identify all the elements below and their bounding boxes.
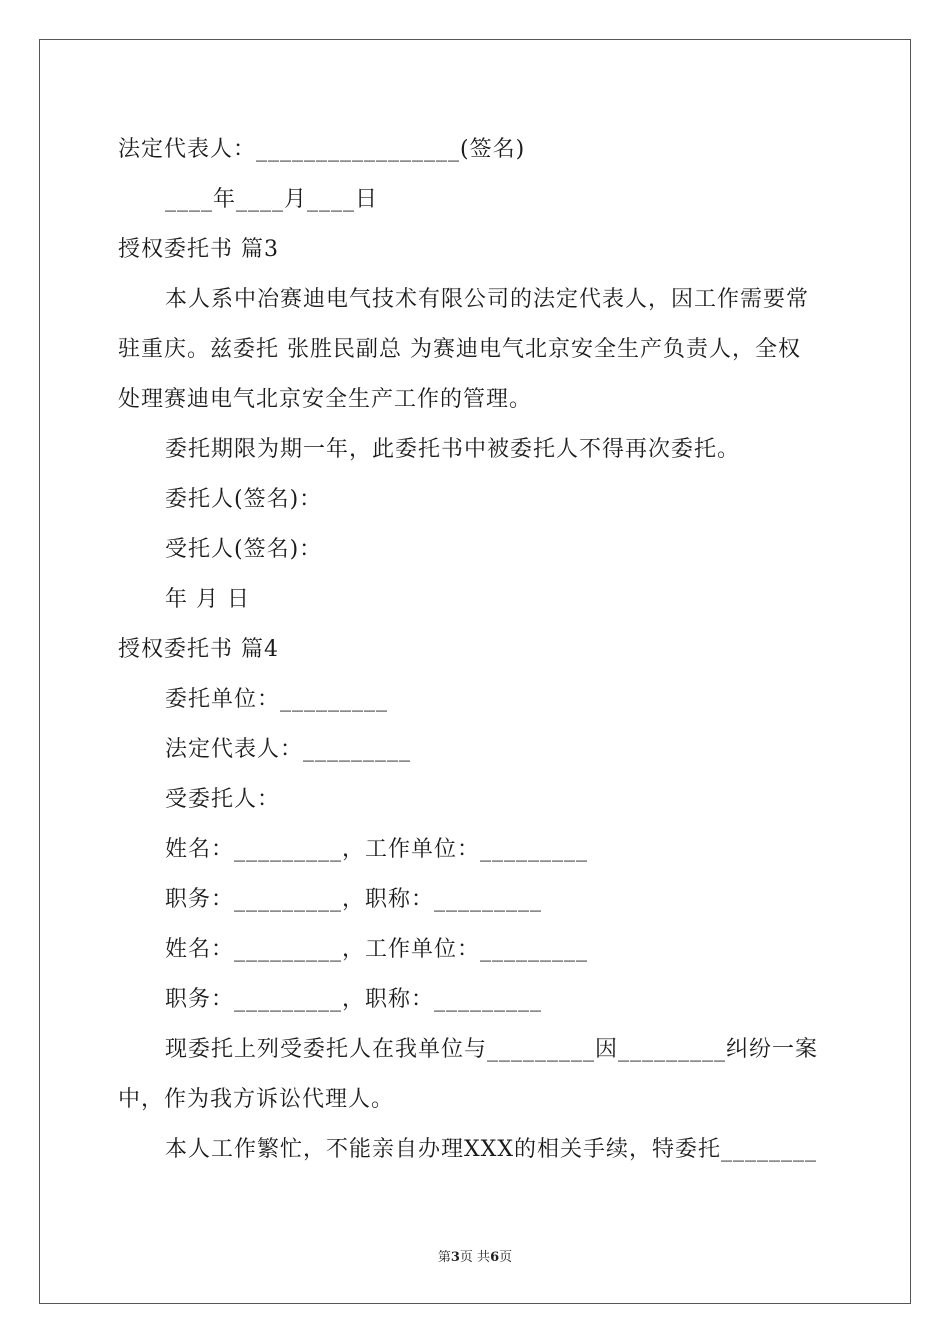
agent-position-title-field: 职务：_________，职称：_________	[165, 987, 543, 1012]
paragraph-line: 本人系中冶赛迪电气技术有限公司的法定代表人，因工作需要常	[165, 287, 810, 312]
section-heading-4: 授权委托书 篇4	[118, 637, 279, 662]
principal-unit-field: 委托单位：_________	[165, 687, 389, 712]
section-heading-3: 授权委托书 篇3	[118, 237, 279, 262]
agent-signature-line: 受托人(签名)：	[165, 537, 323, 562]
agent-name-unit-field: 姓名：_________，工作单位：_________	[165, 837, 589, 862]
paragraph-line: 本人工作繁忙，不能亲自办理XXX的相关手续，特委托________	[165, 1137, 817, 1162]
page-footer	[0, 1246, 950, 1265]
agent-heading: 受委托人：	[165, 787, 281, 812]
principal-signature-line: 委托人(签名)：	[165, 487, 323, 512]
total-pages-number: 6	[490, 1250, 500, 1265]
footer-suffix: 页	[499, 1250, 513, 1265]
current-page-number: 3	[450, 1250, 460, 1265]
legal-rep-signature-line: 法定代表人：_________________(签名)	[118, 137, 526, 162]
paragraph-line: 中，作为我方诉讼代理人。	[118, 1087, 395, 1112]
page-frame	[39, 39, 911, 1304]
date-line: ____年____月____日	[165, 187, 379, 212]
agent-position-title-field: 职务：_________，职称：_________	[165, 887, 543, 912]
paragraph-line: 现委托上列受委托人在我单位与_________因_________纠纷一案	[165, 1037, 819, 1062]
paragraph-line: 委托期限为期一年，此委托书中被委托人不得再次委托。	[165, 437, 741, 462]
agent-name-unit-field: 姓名：_________，工作单位：_________	[165, 937, 589, 962]
footer-prefix: 第	[437, 1250, 451, 1265]
legal-rep-field: 法定代表人：_________	[165, 737, 412, 762]
footer-middle: 页 共	[459, 1250, 491, 1265]
date-line: 年 月 日	[165, 587, 250, 612]
paragraph-line: 处理赛迪电气北京安全生产工作的管理。	[118, 387, 533, 412]
paragraph-line: 驻重庆。兹委托 张胜民副总 为赛迪电气北京安全生产负责人，全权	[118, 337, 801, 362]
